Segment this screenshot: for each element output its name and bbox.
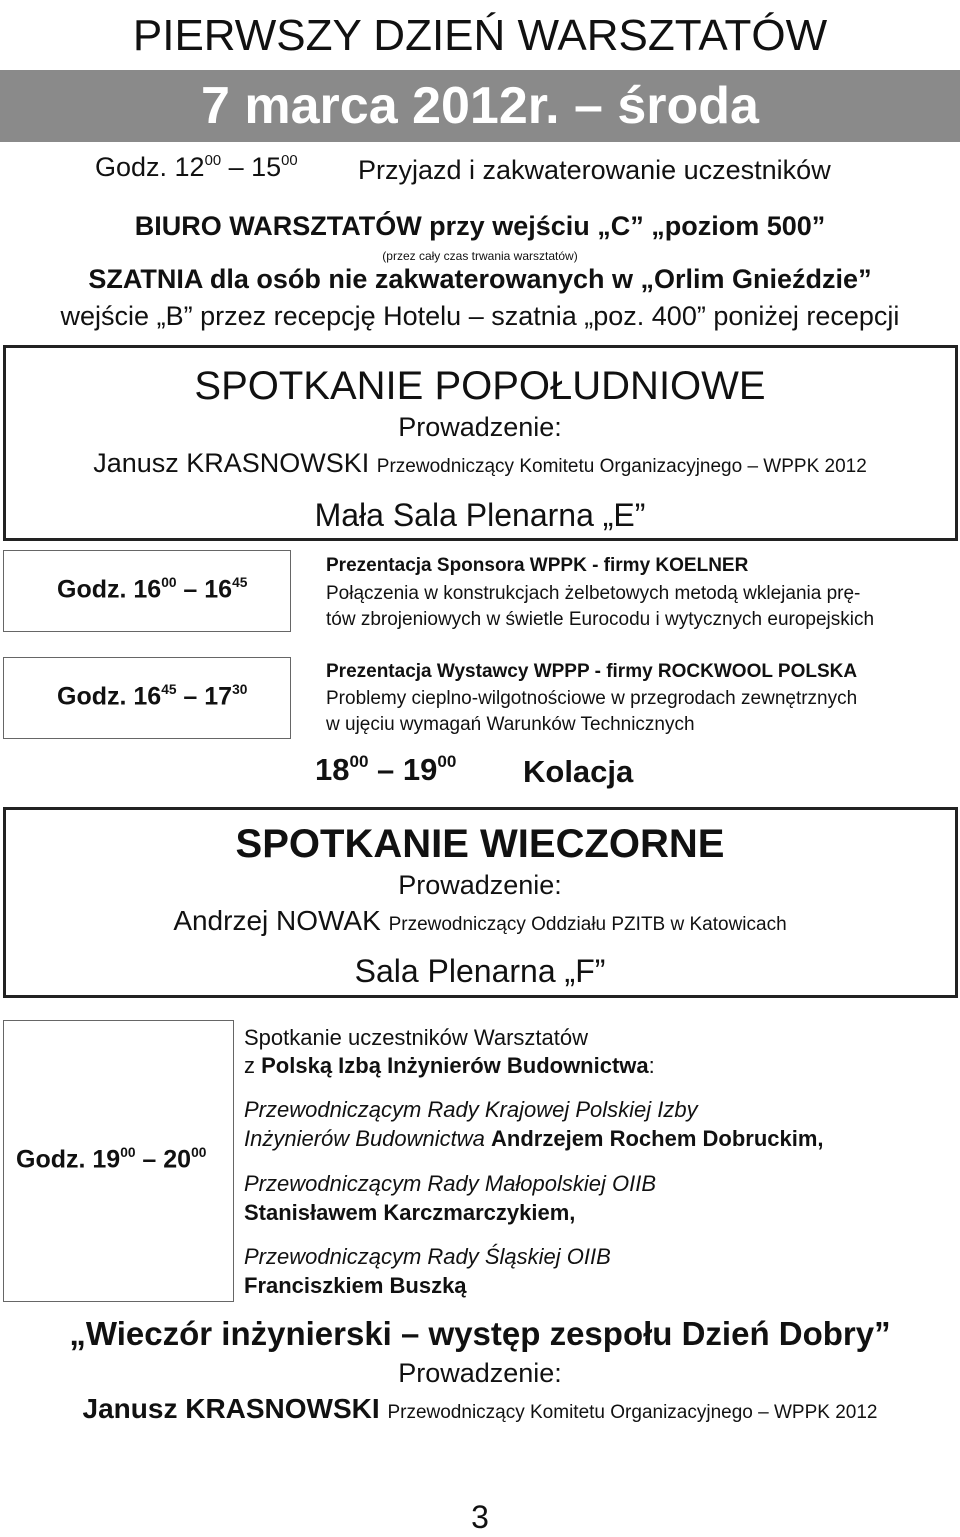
afternoon-title: SPOTKANIE POPOŁUDNIOWE: [194, 364, 766, 408]
szatnia-line: SZATNIA dla osób nie zakwaterowanych w „Orlim Gnieździe”: [88, 264, 872, 294]
biuro-line: BIURO WARSZTATÓW przy wejściu „C” „poziom 500”: [134, 211, 826, 241]
session2-time: Godz. $16^{45} - 17^{30}$: [57, 682, 248, 711]
session1-time: Godz. $16^{00} - 16^{45}$: [57, 575, 248, 604]
biuro-note: (przez cały czas trwania warsztatów): [382, 249, 578, 263]
speaker1-role: Przewodniczącym Rady Krajowej Polskiej Izby: [244, 1097, 698, 1122]
evening-lead-label: Prowadzenie:: [398, 870, 562, 900]
afternoon-room: Mała Sala Plenarna „E”: [314, 497, 646, 533]
gala-lead: [0, 1393, 960, 1425]
evening-lead: [0, 905, 960, 937]
lead-name: Janusz KRASNOWSKI: [93, 448, 370, 478]
page-title: PIERWSZY DZIEŃ WARSZTATÓW: [132, 11, 828, 60]
session3-intro-2: z Polską Izbą Inżynierów Budownictwa:: [244, 1053, 655, 1078]
evening-room: Sala Plenarna „F”: [354, 953, 606, 989]
speaker1-name: Inżynierów Budownictwa Andrzejem Rochem Dobruckim,: [244, 1126, 824, 1151]
lead-role: Przewodniczący Oddziału PZITB w Katowicach: [388, 914, 787, 935]
arrival-text: Przyjazd i zakwaterowanie uczestników: [358, 155, 831, 185]
gala-lead-label: Prowadzenie:: [398, 1358, 562, 1388]
afternoon-lead: [0, 448, 960, 479]
session2-desc-1: Problemy cieplno-wilgotnościowe w przegrodach zewnętrznych: [326, 688, 858, 709]
szatnia-directions: wejście „B” przez recepcję Hotelu – szatnia „poz. 400” poniżej recepcji: [60, 301, 900, 331]
speaker2-name: Stanisławem Karczmarczykiem,: [244, 1200, 576, 1225]
dinner-time: $18^{00} - 19^{00}$: [315, 752, 457, 787]
gala-title: „Wieczór inżynierski – występ zespołu Dzień Dobry”: [69, 1315, 891, 1352]
afternoon-lead-label: Prowadzenie:: [398, 412, 562, 442]
session2-title: Prezentacja Wystawcy WPPP - firmy ROCKWOOL POLSKA: [326, 661, 858, 682]
lead-name: Andrzej NOWAK: [173, 905, 381, 936]
session1-desc-2: tów zbrojeniowych w świetle Eurocodu i wytycznych europejskich: [326, 609, 875, 630]
speaker3-role: Przewodniczącym Rady Śląskiej OIIB: [244, 1244, 611, 1269]
dinner-label: Kolacja: [523, 754, 634, 789]
date-heading: 7 marca 2012r. – środa: [201, 77, 759, 135]
page-number: 3: [471, 1499, 489, 1535]
session1-desc-1: Połączenia w konstrukcjach żelbetowych metodą wklejania prę-: [326, 583, 861, 604]
session3-intro-1: Spotkanie uczestników Warsztatów: [244, 1025, 588, 1050]
lead-role: Przewodniczący Komitetu Organizacyjnego – WPPK 2012: [376, 456, 867, 477]
evening-title: SPOTKANIE WIECZORNE: [235, 822, 725, 866]
session1-title: Prezentacja Sponsora WPPK - firmy KOELNER: [326, 555, 749, 576]
speaker3-name: Franciszkiem Buszką: [244, 1273, 467, 1298]
lead-name: Janusz KRASNOWSKI: [82, 1393, 380, 1424]
speaker2-role: Przewodniczącym Rady Małopolskiej OIIB: [244, 1171, 657, 1196]
session3-time: Godz. $19^{00} - 20^{00}$: [16, 1145, 207, 1174]
arrival-time: Godz. $12^{00} - 15^{00}$: [95, 152, 298, 182]
lead-role: Przewodniczący Komitetu Organizacyjnego – WPPK 2012: [387, 1402, 878, 1423]
session2-desc-2: w ujęciu wymagań Warunków Technicznych: [326, 714, 695, 735]
